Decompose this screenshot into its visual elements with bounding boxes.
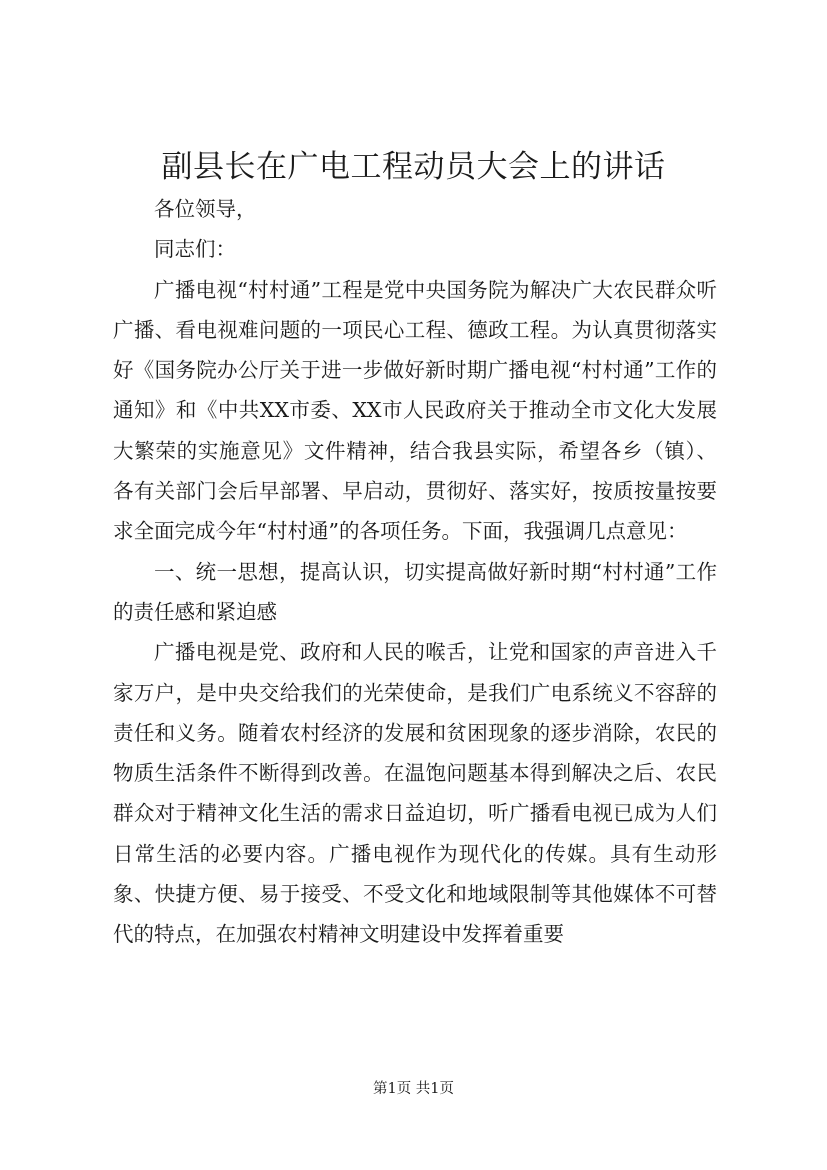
page-number-footer: 第1页 共1页	[372, 1081, 455, 1097]
paragraph-intro: 广播电视“村村通”工程是党中央国务院为解决广大农民群众听广播、看电视难问题的一项民心工程、德政工程。为认真贯彻落实好《国务院办公厅关于进一步做好新时期广播电视“村村通”工作的通知》和《中共XX市委、XX市人民政府关于推动全市文化大发展大繁荣的实施意见》文件精神，结合我县实际，希望各乡（镇）、各有关部门会后早部署、早启动，贯彻好、落实好，按质按量按要求全面完成今年“村村通”的各项任务。下面，我强调几点意见：	[113, 277, 717, 544]
salutation-comrades: 同志们：	[154, 237, 236, 262]
document-title: 副县长在广电工程动员大会上的讲话	[161, 149, 666, 185]
document-body	[113, 189, 717, 955]
section-heading-1: 一、统一思想，提高认识，切实提高做好新时期“村村通”工作的责任感和紧迫感	[113, 559, 717, 624]
paragraph-section-1: 广播电视是党、政府和人民的喉舌，让党和国家的声音进入千家万户，是中央交给我们的光荣使命，是我们广电系统义不容辞的责任和义务。随着农村经济的发展和贫困现象的逐步消除，农民的物质生活条件不断得到改善。在温饱问题基本得到解决之后、农民群众对于精神文化生活的需求日益迫切，听广播看电视已成为人们日常生活的必要内容。广播电视作为现代化的传媒。具有生动形象、快捷方便、易于接受、不受文化和地域限制等其他媒体不可替代的特点，在加强农村精神文明建设中发挥着重要	[113, 640, 717, 947]
salutation-leaders: 各位领导，	[154, 197, 257, 221]
